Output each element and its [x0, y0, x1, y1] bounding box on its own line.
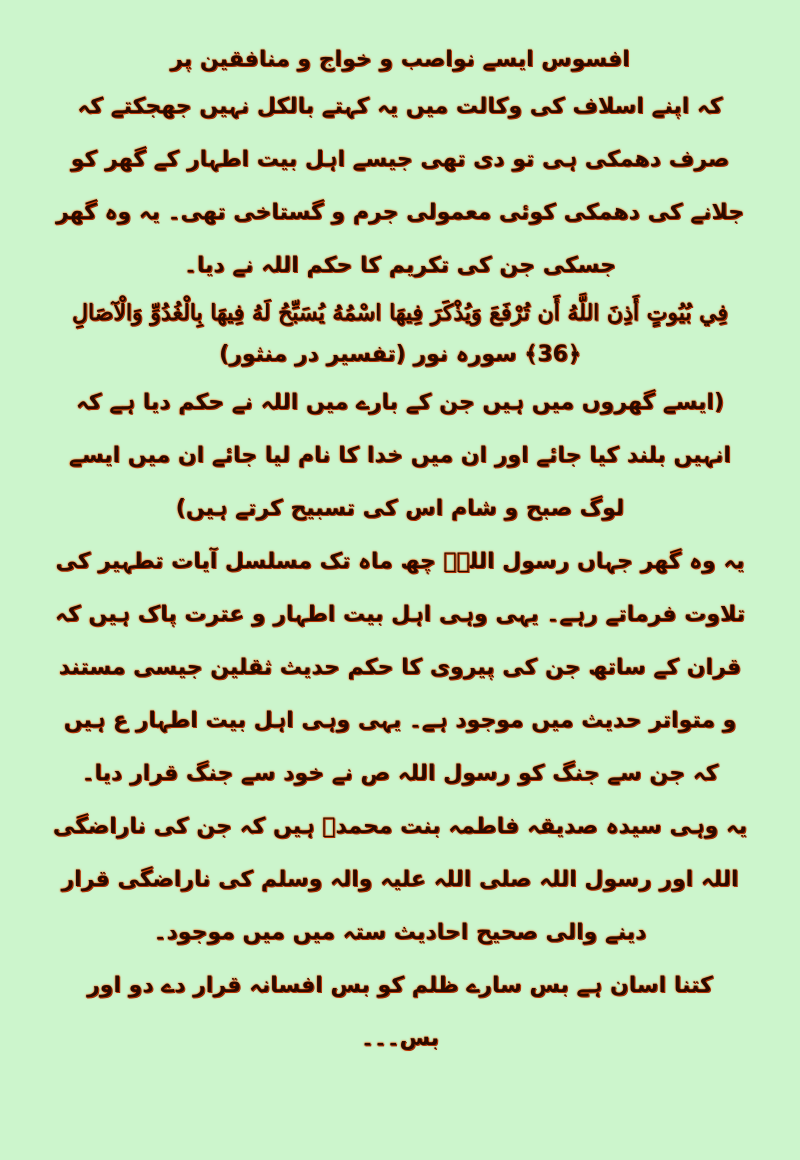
verse-translation: (ایسے گھروں میں ہیں جن کے بارے میں اللہ نے حکم دیا ہے کہ انہیں بلند کیا جائے اور ان میں خدا کا نام لیا جائے ان میں ایسے لوگ صبح و شام اس کی تسبیح کرتے ہیں): [69, 390, 731, 521]
paragraph-fatima: یہ وہی سیدہ صدیقہ فاطمہ بنت محمدؐ ہیں کہ جن کی ناراضگی اللہ اور رسول اللہ صلی اللہ علیہ والہ وسلم کی ناراضگی قرار دینے والی صحیح احادیث ستہ میں میں موجود۔: [52, 814, 748, 945]
paragraph-intro: کہ اپنے اسلاف کی وکالت میں یہ کہتے بالکل نہیں جھجکتے کہ صرف دھمکی ہی تو دی تھی جیسے اہل بیت اطہار کے گھر کو جلانے کی دھمکی کوئی معمولی جرم و گستاخی تھی۔ یہ وہ گھر جسکی جن کی تکریم کا حکم اللہ نے دیا۔: [55, 94, 745, 278]
paragraph-ahl-e-bait: یہ وہ گھر جہاں رسول اللہؐ چھ ماہ تک مسلسل آیات تطہیر کی تلاوت فرماتے رہے۔ یہی وہی اہل بیت اطہار و عترت پاک ہیں کہ قران کے ساتھ جن کی پیروی کا حکم حدیث ثقلین جیسی مستند و متواتر حدیث میں موجود ہے۔ یہی وہی اہل بیت اطہار ع ہیں کہ جن سے جنگ کو رسول اللہ ص نے خود سے جنگ قرار دیا۔: [55, 549, 745, 786]
title-heading: افسوس ایسے نواصب و خواج و منافقین پر: [170, 47, 630, 72]
quran-verse: فِي بُيُوتٍ أَذِنَ اللَّهُ أَن تُرْفَعَ وَيُذْكَرَ فِيهَا اسْمُهُ يُسَبِّحُ لَهُ فِيهَا بِالْغُدُوِّ وَالْآصَالِ: [72, 300, 728, 326]
verse-reference: [52, 334, 748, 376]
verse-source: سورہ نور (تفسیر در منثور): [219, 342, 517, 367]
verse-number: ﴿36﴾: [524, 342, 581, 367]
closing-line: کتنا اسان ہے بس سارے ظلم کو بس افسانہ قرار دے دو اور بس۔۔۔: [87, 973, 713, 1051]
